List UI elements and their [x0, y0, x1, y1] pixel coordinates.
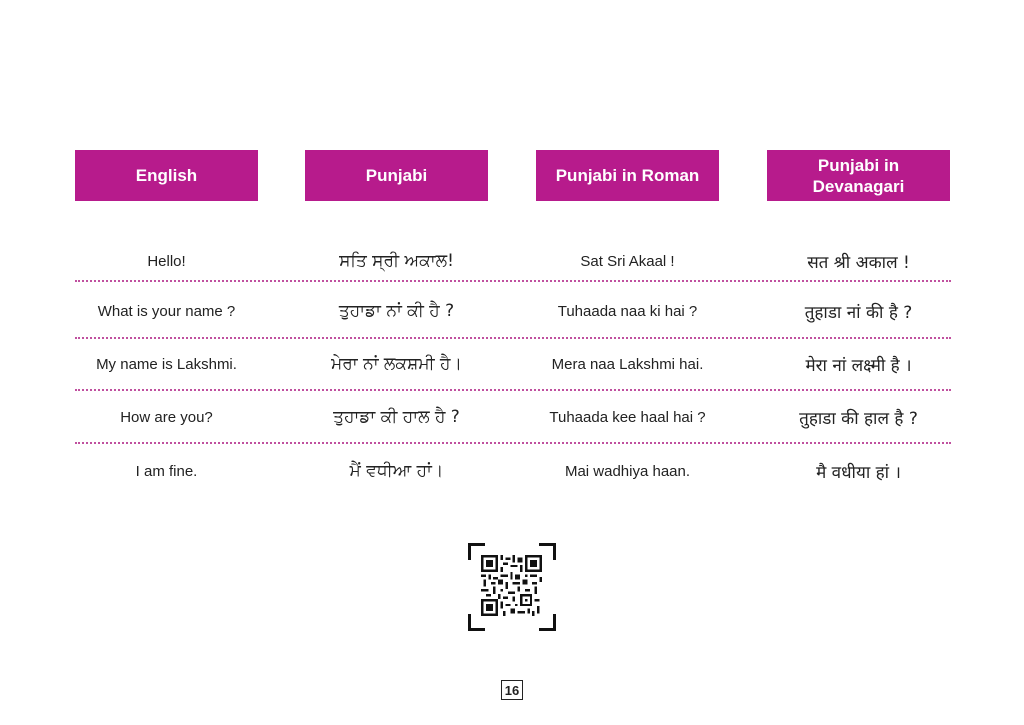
- header-english: English: [75, 150, 258, 201]
- punjabi-phrase: ਸਤਿ ਸ੍ਰੀ ਅਕਾਲ!: [339, 251, 454, 271]
- english-phrase: Hello!: [147, 252, 186, 270]
- devanagari-phrase: मेरा नां लक्ष्मी है ।: [805, 355, 912, 376]
- english-phrase: I am fine.: [135, 462, 198, 480]
- roman-phrase: Mera naa Lakshmi hai.: [551, 355, 704, 373]
- row-separator: [75, 280, 951, 282]
- devanagari-phrase: सत श्री अकाल !: [807, 252, 910, 273]
- punjabi-phrase: ਤੁਹਾਡਾ ਨਾਂ ਕੀ ਹੈ ?: [338, 301, 455, 321]
- page-number: 16: [501, 680, 523, 700]
- roman-phrase: Mai wadhiya haan.: [564, 462, 691, 480]
- table-row: [75, 285, 951, 337]
- qr-code[interactable]: [468, 543, 556, 631]
- qr-frame-corner: [468, 614, 485, 631]
- table-row: [75, 445, 951, 497]
- english-phrase: How are you?: [120, 408, 213, 426]
- devanagari-phrase: मै वधीया हां ।: [816, 462, 901, 483]
- punjabi-phrase: ਤੁਹਾਡਾ ਕੀ ਹਾਲ ਹੈ ?: [333, 407, 460, 427]
- roman-phrase: Tuhaada naa ki hai ?: [557, 302, 698, 320]
- roman-phrase: Tuhaada kee haal hai ?: [549, 408, 706, 426]
- devanagari-phrase: तुहाडा की हाल है ?: [799, 408, 918, 429]
- header-punjabi-devanagari: Punjabi in Devanagari: [767, 150, 950, 201]
- english-phrase: What is your name ?: [97, 302, 236, 320]
- english-phrase: My name is Lakshmi.: [96, 355, 237, 373]
- punjabi-phrase: ਮੈਂ ਵਧੀਆ ਹਾਂ।: [349, 461, 444, 481]
- table-row: [75, 338, 951, 390]
- roman-phrase: Sat Sri Akaal !: [580, 252, 675, 270]
- table-row: [75, 391, 951, 443]
- header-punjabi-roman: Punjabi in Roman: [536, 150, 719, 201]
- header-punjabi: Punjabi: [305, 150, 488, 201]
- qr-code-icon: [481, 555, 542, 616]
- devanagari-phrase: तुहाडा नां की है ?: [804, 302, 913, 323]
- punjabi-phrase: ਮੇਰਾ ਨਾਂ ਲਕਸ਼ਮੀ ਹੈ।: [331, 354, 462, 374]
- qr-frame-corner: [539, 614, 556, 631]
- row-separator: [75, 442, 951, 444]
